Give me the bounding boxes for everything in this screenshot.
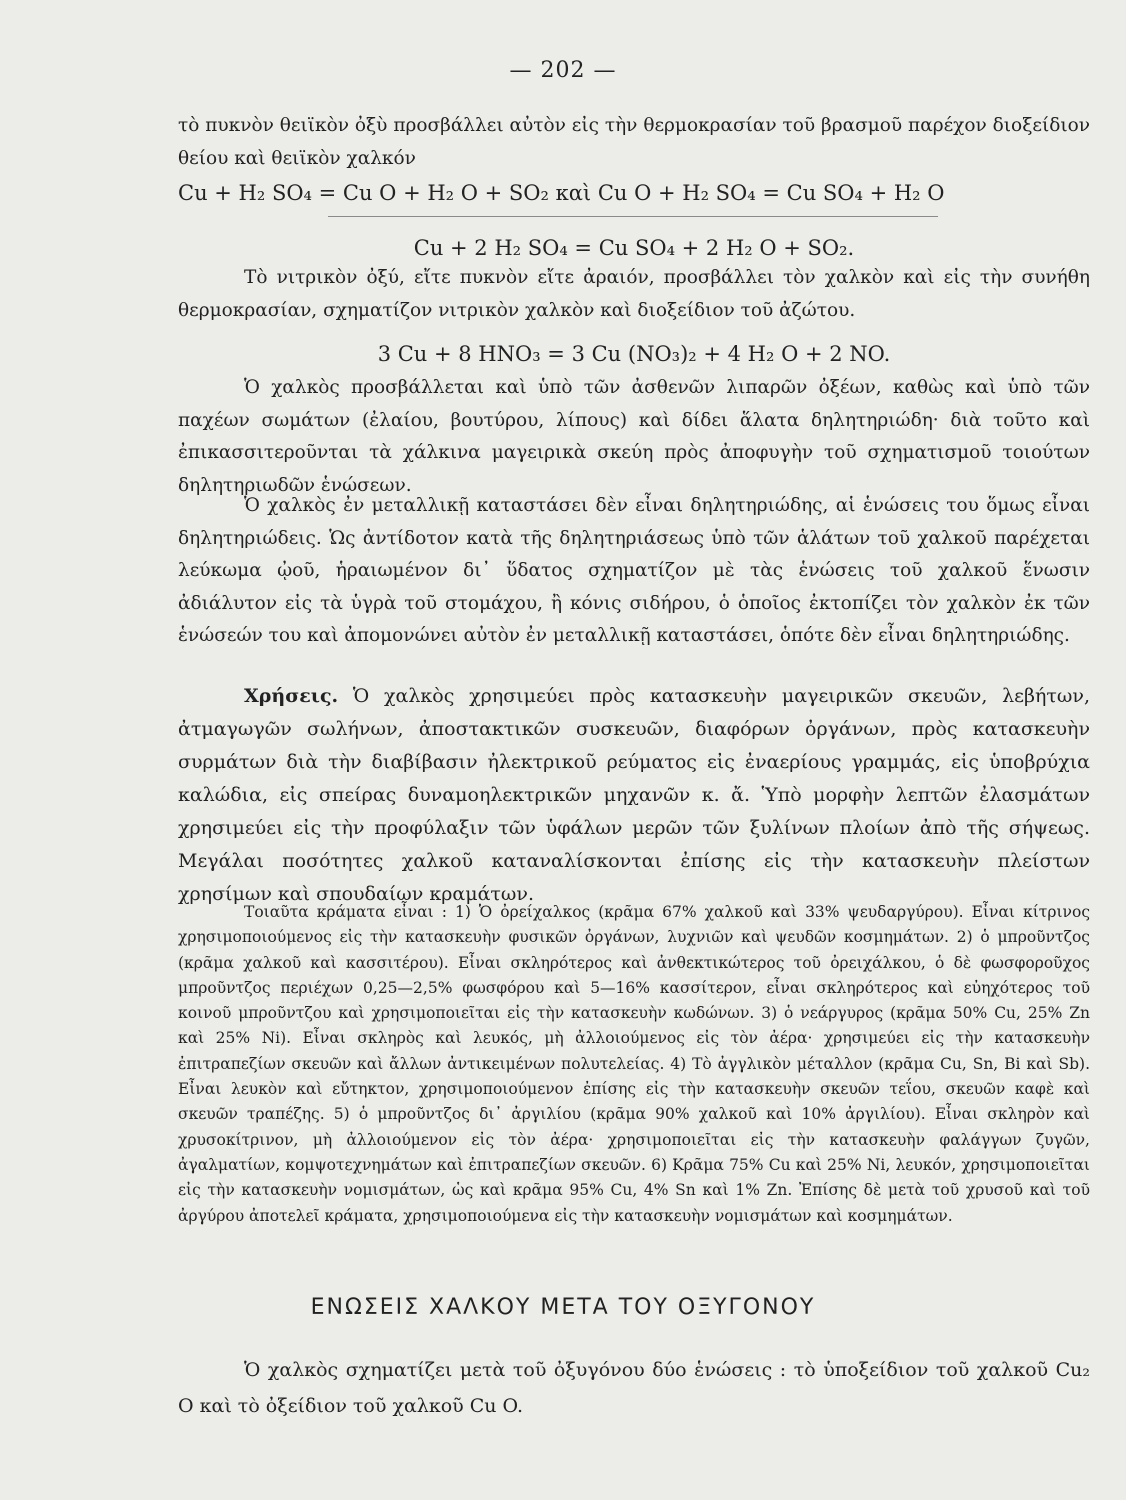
alloys-paragraph: Τοιαῦτα κράματα εἶναι : 1) Ὁ ὀρείχαλκος (κρᾶμα 67% χαλκοῦ καὶ 33% ψευδαργύρου). Εἶναι κίτρινος χρησιμοποιούμενος εἰς τὴν κατασκευὴν φυσικῶν ὀργάνων, λυχνιῶν καὶ ψευδῶν κοσμημάτων. 2) ὁ μπροῦντζος (κρᾶμα χαλκοῦ καὶ κασσιτέρου). Εἶναι σκληρότερος καὶ ἀνθεκτικώτερος τοῦ ὀρειχάλκου, ὁ δὲ φωσφοροῦχος μπροῦντζος περιέχων 0,25—2,5% φωσφόρου καὶ 5—16% κασσίτερον, εἶναι σκληρότερος καὶ εὐηχότερος τοῦ κοινοῦ μπροῦντζου καὶ χρησιμοποιεῖται εἰς τὴν κατασκευὴν κωδώνων. 3) ὁ νεάργυρος (κρᾶμα 50% Cu, 25% Zn καὶ 25% Ni). Εἶναι σκληρὸς καὶ λευκός, μὴ ἀλλοιούμενος εἰς τὸν ἀέρα· χρησιμεύει εἰς τὴν κατασκευὴν ἐπιτραπεζίων σκευῶν καὶ ἄλλων ἀντικειμένων πολυτελείας. 4) Τὸ ἀγγλικὸν μέταλλον (κρᾶμα Cu, Sn, Bi καὶ Sb). Εἶναι λευκὸν καὶ εὔτηκτον, χρησιμοποιούμενον ἐπίσης εἰς τὴν κατασκευὴν σκευῶν τεΐου, σκευῶν καφὲ καὶ σκευῶν τραπέζης. 5) ὁ μπροῦντζος δι᾽ ἀργιλίου (κρᾶμα 90% χαλκοῦ καὶ 10% ἀργιλίου). Εἶναι σκληρὸν καὶ χρυσοκίτρινον, μὴ ἀλλοιούμενον εἰς τὸν ἀέρα· χρησιμοποιεῖται εἰς τὴν κατασκευὴν φαλάγγων ζυγῶν, ἀγαλματίων, κομψοτεχνημάτων καὶ ἐπιτραπεζίων σκευῶν. 6) Κρᾶμα 75% Cu καὶ 25% Ni, λευκόν, χρησιμοποιεῖται εἰς τὴν κατασκευὴν νομισμάτων, ὡς καὶ κρᾶμα 95% Cu, 4% Sn καὶ 1% Zn. Ἐπίσης δὲ μετὰ τοῦ χρυσοῦ καὶ τοῦ ἀργύρου ἀποτελεῖ κράματα, χρησιμοποιούμενα εἰς τὴν κατασκευὴν νομισμάτων καὶ κοσμημάτων. bbox=[178, 903, 1090, 1225]
uses-block bbox=[178, 680, 1090, 911]
fatty-acid-block bbox=[178, 372, 1090, 502]
page-number: — 202 — bbox=[509, 58, 617, 83]
fatty-acid-paragraph: Ὁ χαλκὸς προσβάλλεται καὶ ὑπὸ τῶν ἀσθενῶν λιπαρῶν ὀξέων, καθὼς καὶ ὑπὸ τῶν παχέων σωμάτων (ἐλαίου, βουτύρου, λίπους) καὶ δίδει ἅλατα δηλητηριώδη· διὰ τοῦτο καὶ ἐπικασσιτεροῦνται τὰ χάλκινα μαγειρικὰ σκεύη πρὸς ἀποφυγὴν τοῦ σχηματισμοῦ τοιούτων δηλητηριωδῶν ἑνώσεων. bbox=[178, 377, 1090, 496]
equation-1: Cu + H₂ SO₄ = Cu O + H₂ O + SO₂ καὶ Cu O + H₂ SO₄ = Cu SO₄ + H₂ O bbox=[178, 181, 945, 205]
alloys-block bbox=[178, 900, 1090, 1229]
toxicity-paragraph: Ὁ χαλκὸς ἐν μεταλλικῇ καταστάσει δὲν εἶναι δηλητηριώδης, αἱ ἑνώσεις του ὅμως εἶναι δηλητηριώδεις. Ὡς ἀντίδοτον κατὰ τῆς δηλητηριάσεως ὑπὸ τῶν ἁλάτων τοῦ χαλκοῦ παρέχεται λεύκωμα ᾠοῦ, ἡραιωμένον δι᾽ ὕδατος σχηματίζον μὲ τὰς ἑνώσεις τοῦ χαλκοῦ ἕνωσιν ἀδιάλυτον εἰς τὰ ὑγρὰ τοῦ στομάχου, ἢ κόνις σιδήρου, ὁ ὁποῖος ἐκτοπίζει τὸν χαλκὸν ἐκ τῶν ἑνώσεών του καὶ ἀπομονώνει αὐτὸν ἐν μεταλλικῇ καταστάσει, ὁπότε δὲν εἶναι δηλητηριώδης. bbox=[178, 495, 1090, 646]
toxicity-block bbox=[178, 490, 1090, 653]
equation-divider bbox=[328, 216, 938, 217]
intro-paragraph: τὸ πυκνὸν θειϊκὸν ὀξὺ προσβάλλει αὐτὸν εἰς τὴν θερμοκρασίαν τοῦ βρασμοῦ παρέχον διοξείδιον θείου καὶ θειϊκὸν χαλκόν bbox=[178, 115, 1090, 169]
final-block bbox=[178, 1352, 1090, 1424]
uses-paragraph bbox=[178, 680, 1090, 911]
equation-block bbox=[178, 172, 1090, 269]
nitric-paragraph: Τὸ νιτρικὸν ὀξύ, εἴτε πυκνὸν εἴτε ἀραιόν, προσβάλλει τὸν χαλκὸν καὶ εἰς τὴν συνήθη θερμοκρασίαν, σχηματίζον νιτρικὸν χαλκὸν καὶ διοξείδιον τοῦ ἀζώτου. bbox=[178, 267, 1090, 321]
equation-3: 3 Cu + 8 HNO₃ = 3 Cu (NO₃)₂ + 4 H₂ O + 2 NO. bbox=[377, 342, 891, 366]
final-paragraph: Ὁ χαλκὸς σχηματίζει μετὰ τοῦ ὀξυγόνου δύο ἑνώσεις : τὸ ὑποξείδιον τοῦ χαλκοῦ Cu₂ O καὶ τὸ ὀξείδιον τοῦ χαλκοῦ Cu O. bbox=[178, 1359, 1090, 1417]
section-heading: ΕΝΩΣΕΙΣ ΧΑΛΚΟΥ ΜΕΤΑ ΤΟΥ ΟΞΥΓΟΝΟΥ bbox=[310, 1295, 816, 1320]
nitric-block bbox=[178, 262, 1090, 375]
uses-text: Ὁ χαλκὸς χρησιμεύει πρὸς κατασκευὴν μαγειρικῶν σκευῶν, λεβήτων, ἀτμαγωγῶν σωλήνων, ἀποστακτικῶν συσκευῶν, διαφόρων ὀργάνων, πρὸς κατασκευὴν συρμάτων διὰ τὴν διαβίβασιν ἠλεκτρικοῦ ρεύματος εἰς ἐναερίους γραμμάς, εἰς ὑποβρύχια καλώδια, εἰς σπείρας δυναμοηλεκτρικῶν μηχανῶν κ. ἄ. Ὑπὸ μορφὴν λεπτῶν ἐλασμάτων χρησιμεύει εἰς τὴν προφύλαξιν τῶν ὑφάλων μερῶν τῶν ξυλίνων πλοίων ἀπὸ τῆς σήψεως. Μεγάλαι ποσότητες χαλκοῦ καταναλίσκονται ἐπίσης εἰς τὴν κατασκευὴν πλείστων χρησίμων καὶ σπουδαίων κραμάτων. bbox=[178, 685, 1090, 905]
intro-block bbox=[178, 110, 1090, 175]
equation-2: Cu + 2 H₂ SO₄ = Cu SO₄ + 2 H₂ O + SO₂. bbox=[413, 236, 855, 260]
uses-label: Χρήσεις. bbox=[244, 685, 339, 707]
